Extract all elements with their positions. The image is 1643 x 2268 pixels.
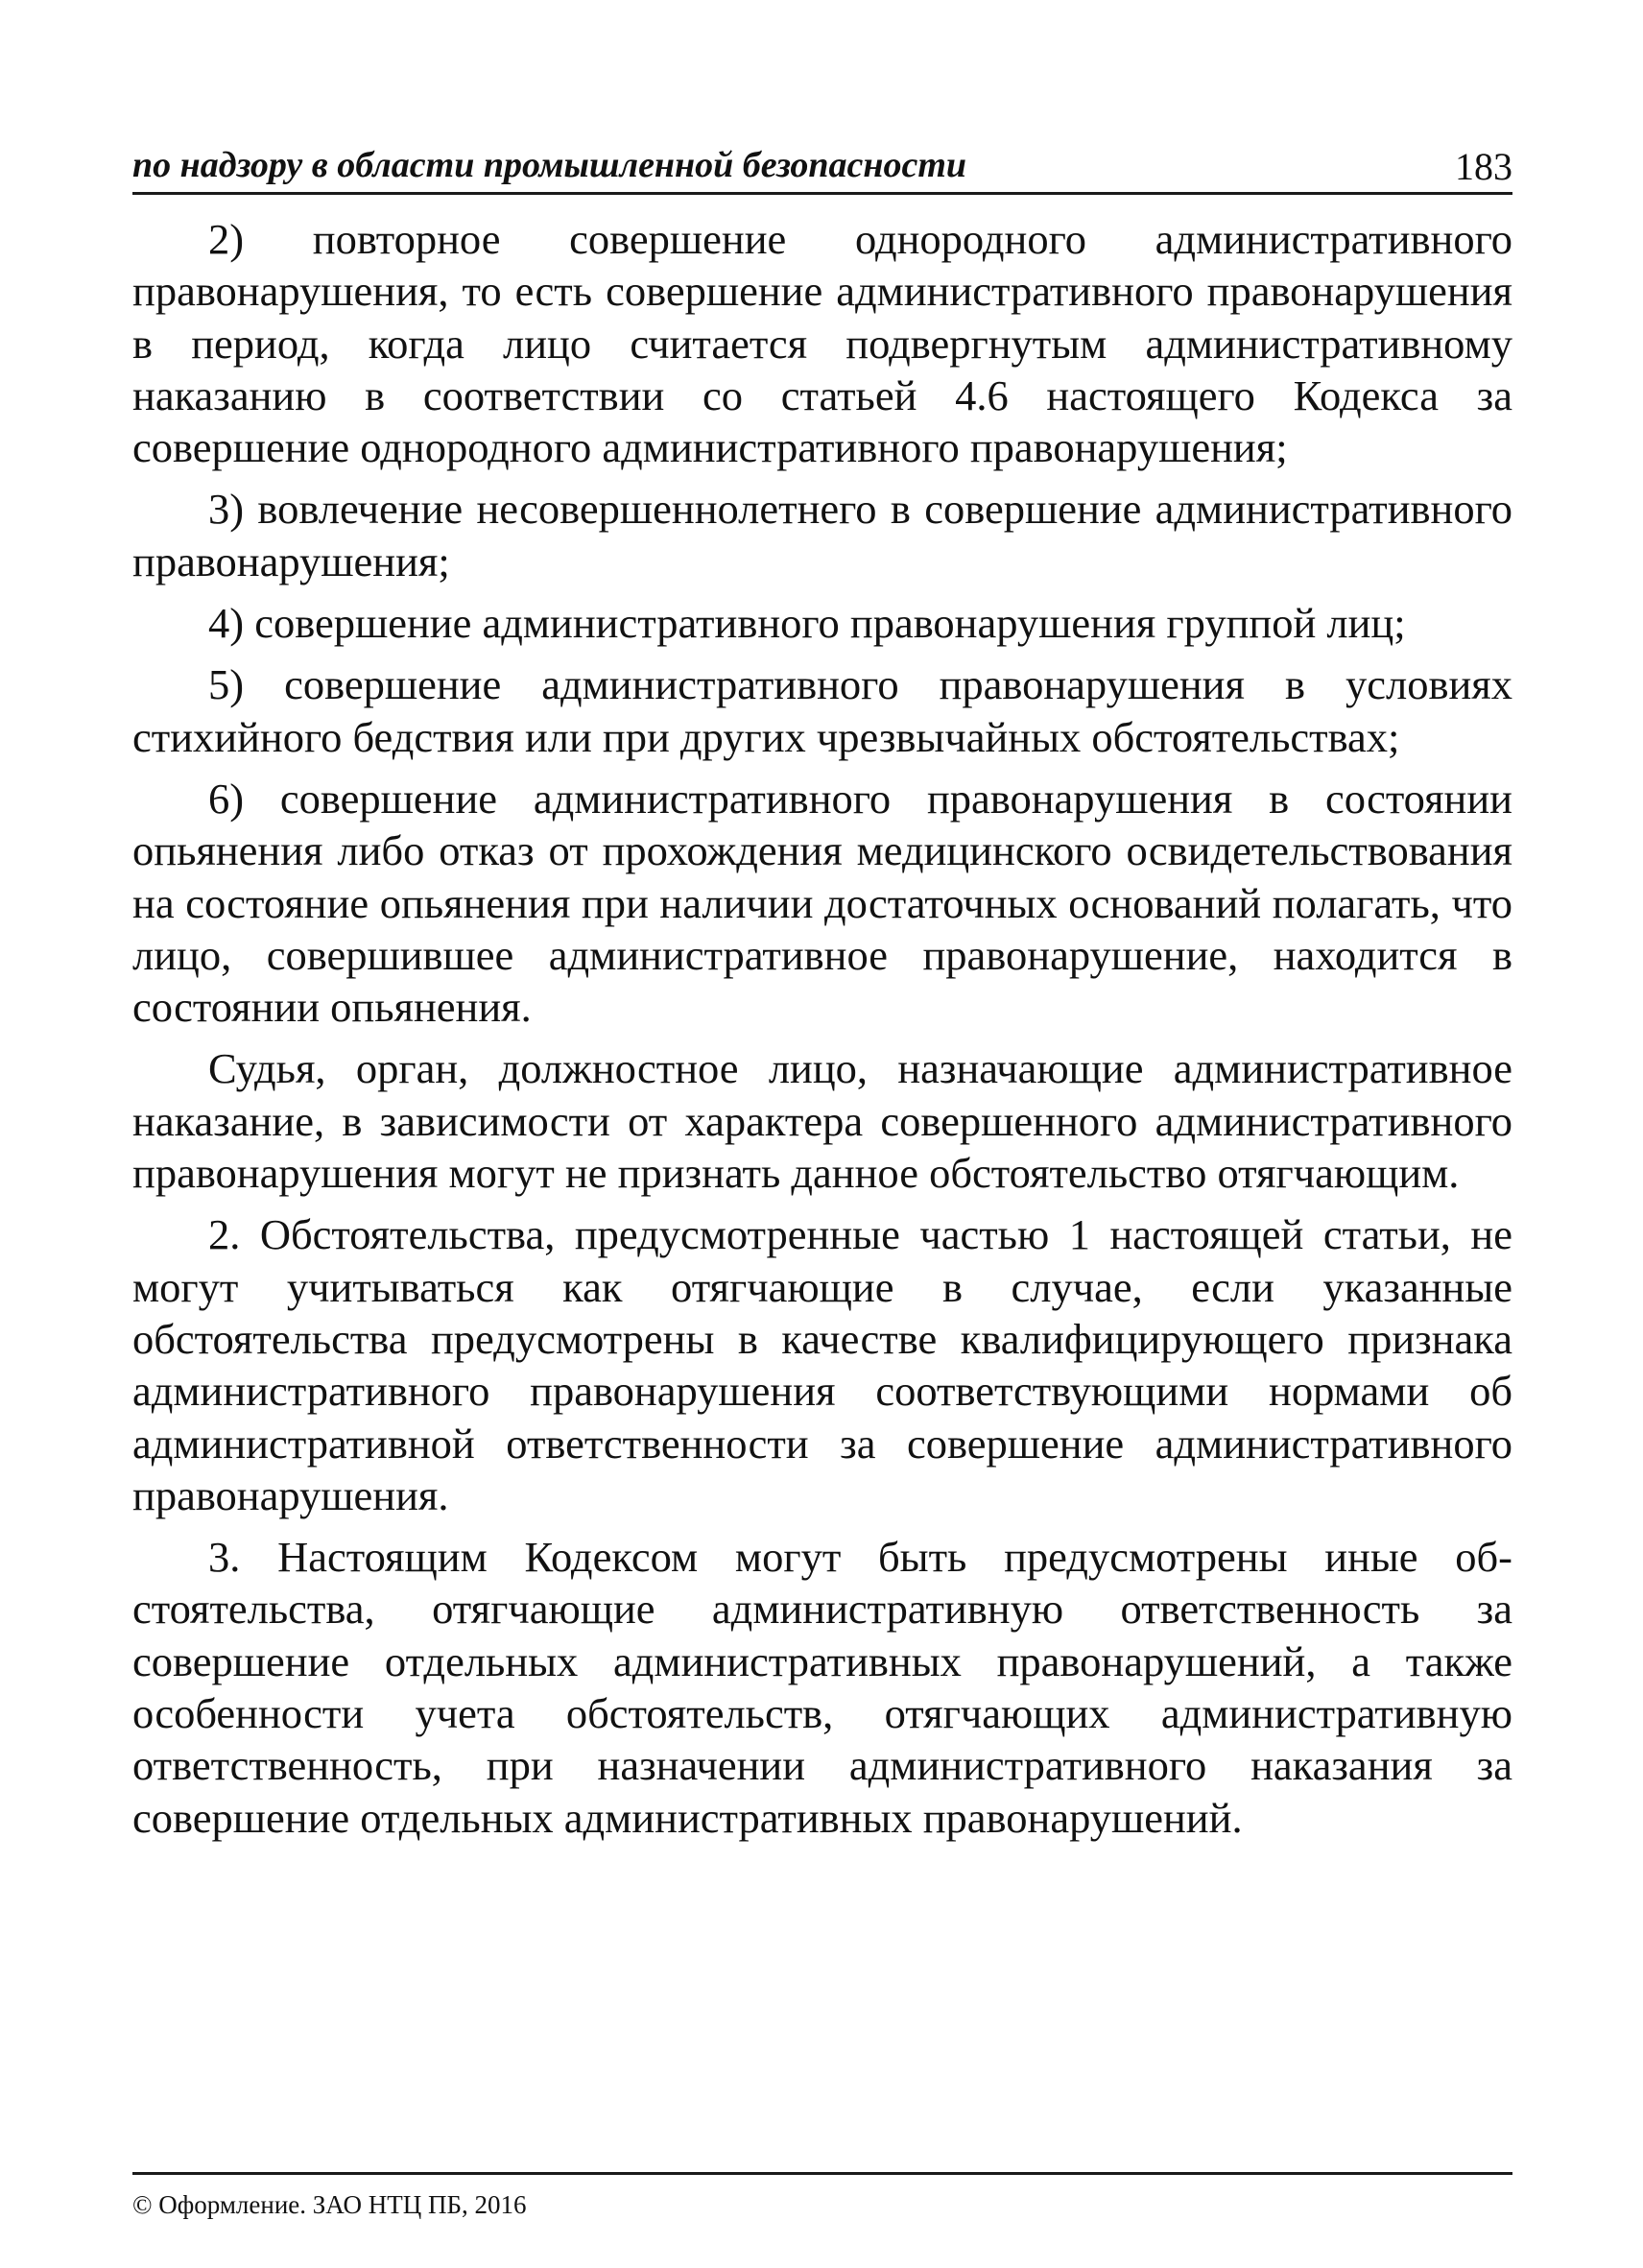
paragraph-part-3: 3. Настоящим Кодексом могут быть предусмотрены иные обстоятельства, отягчающие административную ответственность за совершение отдельных административных правонарушений, а также особенности учета обстоятельств, отягчающих административную ответственность, при назначении административного наказания за совершение отдельных административных правонарушений. xyxy=(132,1533,1512,1842)
paragraph-judge-note: Судья, орган, должностное лицо, назначающие административное наказание, в зависимости от характера совершенного административного правонарушения могут не признать данное обстоятельство отягчающим. xyxy=(132,1044,1512,1198)
running-header xyxy=(132,140,1512,195)
paragraph-item-2: 2) повторное совершение однородного административного правонарушения, то есть совершение административного правонарушения в период, когда лицо считается подвергнутым административному наказанию в соответствии со статьей 4.6 настоящего Кодекса за совершение однородного административного правонарушения; xyxy=(132,215,1512,472)
paragraph-item-5: 5) совершение административного правонарушения в условиях стихийного бедствия или при других чрезвычайных обстоятельствах; xyxy=(132,660,1512,761)
body-text xyxy=(132,213,1512,1853)
paragraph-part-2: 2. Обстоятельства, предусмотренные частью 1 настоящей статьи, не могут учитываться как отягчающие в случае, если указанные обстоятельства предусмотрены в качестве квалифицирующего признака административного правонарушения соответствующими нормами об административной ответственности за совершение административного правонарушения. xyxy=(132,1210,1512,1519)
copyright-note: © Оформление. ЗАО НТЦ ПБ, 2016 xyxy=(132,2190,527,2219)
paragraph-item-4: 4) совершение административного правонарушения группой лиц; xyxy=(208,599,1406,648)
book-page xyxy=(132,0,1512,2268)
footer-divider xyxy=(132,2172,1512,2175)
running-title: по надзору в области промышленной безопасности xyxy=(132,145,967,185)
paragraph-item-6: 6) совершение административного правонарушения в состоянии опьянения либо отказ от прохождения медицинского освидетельствования на состояние опьянения при наличии достаточных оснований полагать, что лицо, совершившее административное правонарушение, находится в состоянии опьянения. xyxy=(132,774,1512,1032)
paragraph-item-3: 3) вовлечение несовершеннолетнего в совершение административного правонарушения; xyxy=(132,485,1512,585)
page-number: 183 xyxy=(1455,145,1512,188)
